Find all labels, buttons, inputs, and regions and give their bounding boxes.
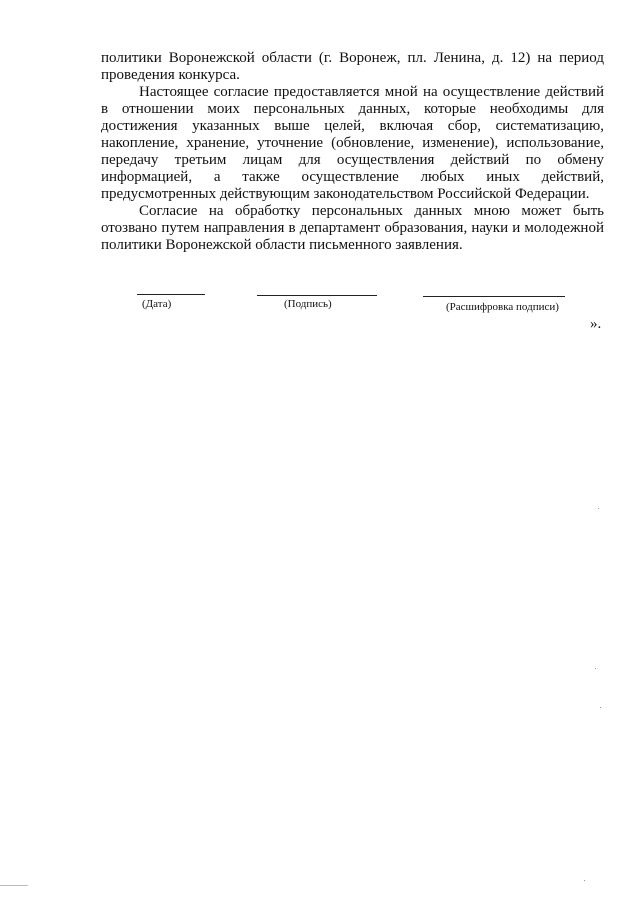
consent-text bbox=[101, 50, 604, 254]
decoding-line bbox=[423, 296, 565, 297]
scan-speck bbox=[584, 880, 585, 881]
decoding-caption: (Расшифровка подписи) bbox=[446, 301, 559, 313]
signature-line bbox=[257, 295, 377, 296]
closing-quote: ». bbox=[590, 316, 602, 332]
signature-caption: (Подпись) bbox=[284, 298, 332, 310]
scan-speck bbox=[598, 508, 599, 509]
scan-edge-mark bbox=[0, 885, 28, 886]
paragraph-3: Согласие на обработку персональных данных мною может быть отозвано путем направления в департамент образования, науки и молодежной политики Воронежской области письменного заявления. bbox=[101, 203, 604, 253]
date-caption: (Дата) bbox=[142, 298, 172, 310]
date-line bbox=[137, 294, 205, 295]
scan-speck bbox=[600, 707, 601, 708]
paragraph-1: политики Воронежской области (г. Воронеж, пл. Ленина, д. 12) на период проведения конкурса. bbox=[101, 50, 604, 83]
scan-speck bbox=[595, 668, 596, 669]
paragraph-2: Настоящее согласие предоставляется мной на осуществление действий в отношении моих персональных данных, которые необходимы для достижения указанных выше целей, включая сбор, систематизацию, накопление, хранение, уточнение (обновление, изменение), использование, передачу третьим лицам для осуществления действий по обмену информацией, а также осуществление любых иных действий, предусмотренных действующим законодательством Российской Федерации. bbox=[101, 84, 604, 202]
